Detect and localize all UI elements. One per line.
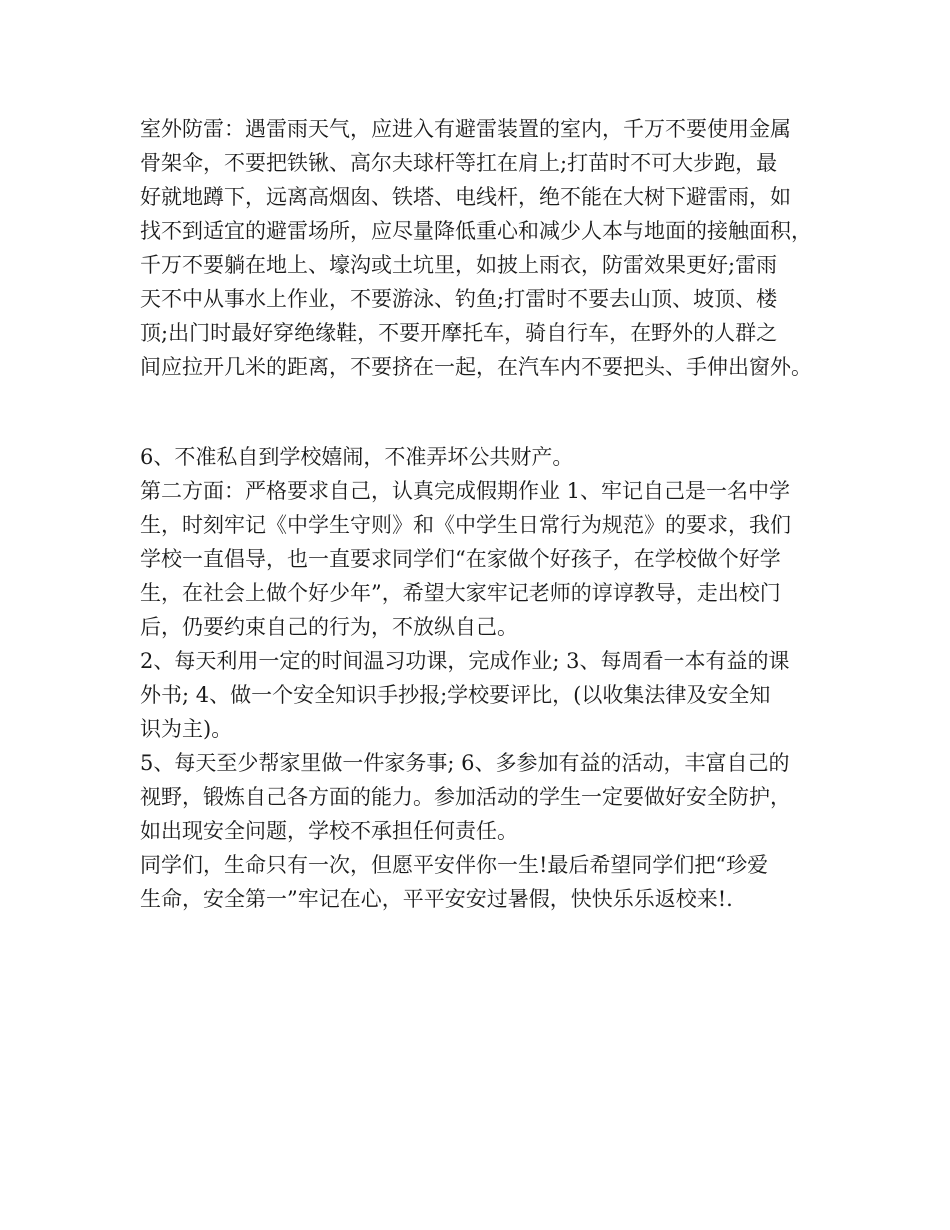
outdoor-lightning-paragraph — [140, 112, 830, 384]
text-line: 室外防雷：遇雷雨天气，应进入有避雷装置的室内，千万不要使用金属 — [140, 117, 791, 141]
school-rules-paragraph — [140, 440, 830, 916]
text-line: 学校一直倡导，也一直要求同学们“在家做个好孩子，在学校做个好学 — [140, 547, 781, 571]
text-line: 千万不要躺在地上、壕沟或土坑里，如披上雨衣，防雷效果更好;雷雨 — [140, 253, 778, 277]
text-line: 视野，锻炼自己各方面的能力。参加活动的学生一定要做好安全防护， — [140, 785, 791, 809]
text-line: 生，在社会上做个好少年”，希望大家牢记老师的谆谆教导，走出校门 — [140, 581, 781, 605]
text-line: 外书; 4、做一个安全知识手抄报;学校要评比，(以收集法律及安全知 — [140, 683, 771, 707]
text-line: 5、每天至少帮家里做一件家务事; 6、多参加有益的活动，丰富自己的 — [140, 751, 790, 775]
text-line: 顶;出门时最好穿绝缘鞋，不要开摩托车，骑自行车，在野外的人群之 — [140, 321, 778, 345]
text-line: 间应拉开几米的距离，不要挤在一起，在汽车内不要把头、手伸出窗外。 — [140, 355, 812, 379]
text-line: 6、不准私自到学校嬉闹，不准弄坏公共财产。 — [140, 445, 574, 469]
text-line: 生，时刻牢记《中学生守则》和《中学生日常行为规范》的要求，我们 — [140, 513, 791, 537]
text-line: 第二方面：严格要求自己，认真完成假期作业 1、牢记自己是一名中学 — [140, 479, 791, 503]
text-line: 2、每天利用一定的时间温习功课，完成作业; 3、每周看一本有益的课 — [140, 649, 790, 673]
text-line: 如出现安全问题，学校不承担任何责任。 — [140, 819, 518, 843]
text-line: 生命，安全第一”牢记在心，平平安安过暑假，快快乐乐返校来!. — [140, 887, 733, 911]
text-line: 找不到适宜的避雷场所，应尽量降低重心和减少人本与地面的接触面积， — [140, 219, 812, 243]
text-line: 骨架伞，不要把铁锹、高尔夫球杆等扛在肩上;打苗时不可大步跑，最 — [140, 151, 778, 175]
text-line: 识为主)。 — [140, 717, 233, 741]
text-line: 后，仍要约束自己的行为，不放纵自己。 — [140, 615, 518, 639]
text-line: 好就地蹲下，远离高烟囱、铁塔、电线杆，绝不能在大树下避雷雨，如 — [140, 185, 791, 209]
text-line: 同学们，生命只有一次，但愿平安伴你一生!最后希望同学们把“珍爱 — [140, 853, 769, 877]
text-line: 天不中从事水上作业，不要游泳、钓鱼;打雷时不要去山顶、坡顶、楼 — [140, 287, 778, 311]
